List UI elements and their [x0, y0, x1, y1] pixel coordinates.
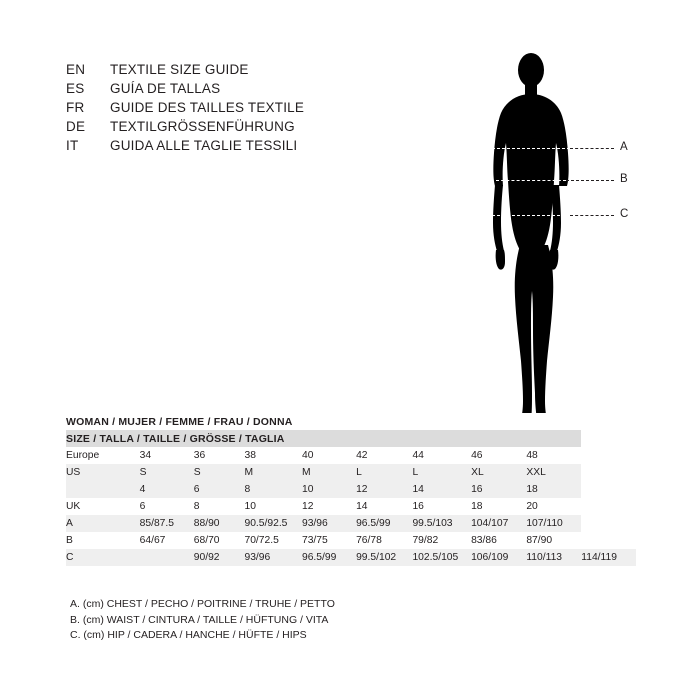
cell: 48 — [526, 450, 538, 461]
cell: L — [412, 467, 419, 478]
row-label: Europe — [66, 450, 100, 461]
cell: 8 — [193, 501, 200, 512]
size-table — [66, 413, 636, 566]
title-lang-fr: FR — [66, 100, 85, 115]
cell: 88/90 — [193, 518, 220, 529]
cell: 96.5/99 — [301, 552, 337, 563]
title-lang-it: IT — [66, 138, 79, 153]
title-lang-es: ES — [66, 81, 85, 96]
cell: 16 — [412, 501, 424, 512]
legend-line-a: A. (cm) CHEST / PECHO / POITRINE / TRUHE / PETTO — [70, 598, 335, 610]
row-label: US — [66, 467, 81, 478]
cell: 14 — [412, 484, 424, 495]
cell: 46 — [471, 450, 483, 461]
cell: 85/87.5 — [139, 518, 174, 529]
cell: 20 — [526, 501, 538, 512]
hip-measure-label: C — [620, 208, 629, 220]
cell: 114/119 — [581, 552, 617, 563]
cell: 70/72.5 — [244, 535, 279, 546]
cell: 99.5/103 — [412, 518, 453, 529]
cell: 8 — [244, 484, 251, 495]
cell: 87/90 — [526, 535, 553, 546]
cell: 99.5/102 — [356, 552, 397, 563]
waist-measure-leader — [566, 180, 614, 181]
silhouette-icon — [470, 45, 650, 430]
waist-measure-label: B — [620, 173, 628, 185]
chest-measure-label: A — [620, 141, 628, 153]
table-row — [66, 447, 636, 464]
cell: 10 — [301, 484, 314, 495]
title-block — [66, 62, 466, 157]
cell: 12 — [356, 484, 368, 495]
cell: 73/75 — [301, 535, 328, 546]
legend-line-b: B. (cm) WAIST / CINTURA / TAILLE / HÜFTUNG / VITA — [70, 613, 329, 626]
title-text-fr: GUIDE DES TAILLES TEXTILE — [110, 100, 305, 115]
cell: L — [356, 467, 362, 478]
cell: 93/96 — [301, 518, 328, 529]
title-row — [66, 100, 466, 119]
female-silhouette-figure — [470, 45, 650, 430]
hip-measure-leader — [570, 215, 614, 216]
table-size-header: SIZE / TALLA / TAILLE / GRÖSSE / TAGLIA — [66, 432, 285, 445]
row-label: A — [66, 518, 73, 529]
measurement-legend — [70, 597, 335, 644]
cell: 107/110 — [526, 518, 563, 529]
cell: 79/82 — [412, 535, 439, 546]
table-row — [66, 498, 636, 515]
cell: 36 — [193, 450, 206, 461]
size-table-wrap — [66, 413, 636, 566]
cell: 40 — [301, 450, 314, 461]
table-row — [66, 549, 636, 566]
cell: 106/109 — [471, 552, 509, 563]
title-row — [66, 62, 466, 81]
cell: 104/107 — [471, 518, 509, 529]
cell: 16 — [471, 484, 483, 495]
cell: 110/113 — [526, 552, 563, 563]
table-row — [66, 532, 636, 549]
table-group-header: WOMAN / MUJER / FEMME / FRAU / DONNA — [66, 415, 293, 428]
cell: 83/86 — [471, 535, 497, 546]
table-size-header-row — [66, 430, 636, 447]
cell: M — [244, 467, 254, 478]
cell: 38 — [244, 450, 256, 461]
cell: 18 — [526, 484, 538, 495]
cell: XL — [471, 467, 484, 478]
cell: 12 — [301, 501, 314, 512]
cell: 64/67 — [139, 535, 166, 546]
title-text-en: TEXTILE SIZE GUIDE — [110, 62, 249, 77]
cell: 102.5/105 — [412, 552, 459, 563]
cell: 34 — [139, 450, 152, 461]
title-lang-de: DE — [66, 119, 86, 134]
waist-measure-line — [496, 180, 566, 181]
table-group-header-row — [66, 413, 636, 430]
cell: 18 — [471, 501, 483, 512]
cell: 90/92 — [193, 552, 220, 563]
cell: 76/78 — [356, 535, 382, 546]
cell: 10 — [244, 501, 256, 512]
cell: 90.5/92.5 — [244, 518, 288, 529]
cell — [140, 549, 194, 566]
cell: 93/96 — [244, 552, 271, 563]
cell: 4 — [139, 484, 146, 495]
legend-line-c: C. (cm) HIP / CADERA / HANCHE / HÜFTE / HIPS — [70, 629, 307, 641]
cell: M — [301, 467, 311, 478]
chest-measure-leader — [570, 148, 614, 149]
table-row — [66, 464, 636, 481]
cell: 96.5/99 — [356, 518, 391, 529]
title-text-it: GUIDA ALLE TAGLIE TESSILI — [110, 138, 298, 153]
cell: S — [139, 467, 147, 478]
title-row — [66, 138, 466, 157]
row-label: B — [66, 535, 73, 546]
cell: 42 — [356, 450, 368, 461]
table-row — [66, 481, 636, 498]
table-row — [66, 515, 636, 532]
hip-measure-line — [492, 215, 570, 216]
cell: 44 — [412, 450, 424, 461]
row-label: C — [66, 552, 74, 563]
title-text-es: GUÍA DE TALLAS — [110, 81, 221, 96]
title-row — [66, 81, 466, 100]
row-label — [66, 481, 140, 498]
cell: XXL — [526, 467, 546, 478]
title-lang-en: EN — [66, 62, 86, 77]
cell: 14 — [356, 501, 368, 512]
row-label: UK — [66, 501, 81, 512]
chest-measure-line — [492, 148, 570, 149]
cell: 6 — [193, 484, 200, 495]
title-row — [66, 119, 466, 138]
title-text-de: TEXTILGRÖSSENFÜHRUNG — [110, 119, 295, 134]
cell: 6 — [139, 501, 146, 512]
cell: S — [193, 467, 201, 478]
cell: 68/70 — [193, 535, 220, 546]
